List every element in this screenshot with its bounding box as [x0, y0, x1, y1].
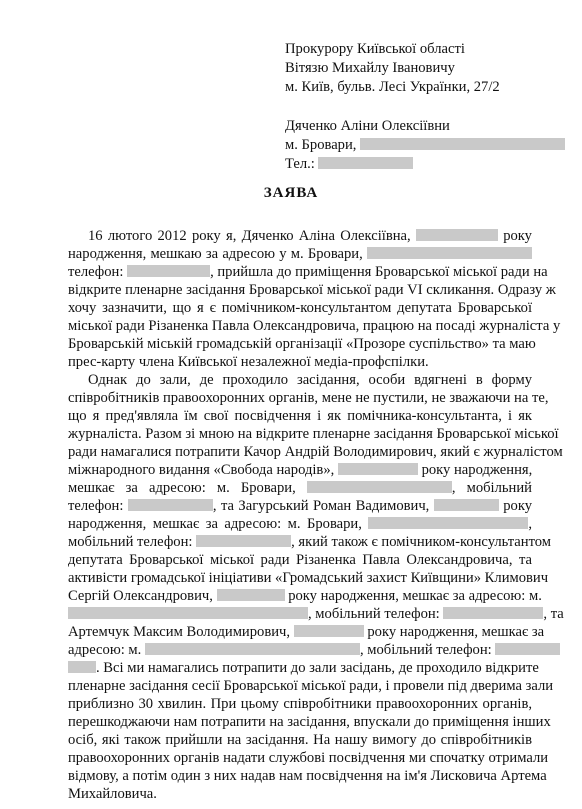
body-text: 16 лютого 2012 року я, Дяченко Аліна Олексіївна,	[88, 228, 411, 244]
body-text: телефон:	[68, 498, 124, 514]
body-line: відкрите пленарне засідання Броварської міської ради VI скликання. Одразу ж	[68, 282, 556, 298]
redaction	[367, 247, 532, 259]
body-line: Броварській міській громадській організації «Прозоре суспільство» та маю	[68, 336, 536, 352]
body-text: . Всі ми намагались потрапити до зали засідань, де проходило відкрите	[96, 660, 539, 676]
redaction	[318, 157, 413, 169]
body-line	[68, 480, 532, 497]
body-line	[68, 264, 548, 281]
body-line: Однак до зали, де проходило засідання, особи вдягнені в форму	[88, 372, 532, 388]
redaction	[368, 517, 528, 529]
body-text: Артемчук Максим Володимирович,	[68, 624, 291, 640]
body-line	[88, 228, 532, 245]
redaction	[434, 499, 499, 511]
body-text: , та	[543, 606, 564, 622]
redaction	[443, 607, 543, 619]
body-line: ради намагалися потрапити Качор Андрій Володимирович, який є журналістом	[68, 444, 563, 460]
body-text: , мобільний	[451, 480, 532, 496]
recipient-line-1: Прокурору Київської області	[285, 41, 465, 57]
redaction	[145, 643, 360, 655]
redaction	[360, 138, 565, 150]
redaction	[217, 589, 285, 601]
body-line: осіб, які також прийшли на засідання. На нашу вимогу до співробітників	[68, 732, 532, 748]
redaction	[196, 535, 291, 547]
body-line	[68, 246, 532, 263]
redaction	[127, 265, 210, 277]
body-line: Михайловича.	[68, 786, 157, 802]
body-text: року	[503, 228, 532, 244]
body-text: ,	[528, 516, 533, 532]
redaction	[68, 607, 308, 619]
body-text: народження, мешкаю за адресою у м. Бровари,	[68, 246, 363, 262]
body-line: активісти громадської ініціативи «Громадський захист Київщини» Климович	[68, 570, 549, 586]
sender-city-line	[285, 137, 565, 154]
body-line: депутата Броварської міської ради Різаненка Павла Олександровича, та	[68, 552, 532, 568]
redaction	[68, 661, 96, 673]
body-line: що я пред'являла їм свої посвідчення і як помічника-консультанта, і як	[68, 408, 532, 424]
body-line	[68, 534, 552, 551]
body-line: пленарне засідання сесії Броварської міської ради, і провели під дверима зали	[68, 678, 554, 694]
body-line: відмову, а потім один з них надав нам посвідчення на ім'я Лисковича Артема	[68, 768, 547, 784]
body-text: року народження, мешкає за адресою: м.	[288, 588, 542, 604]
body-text: року народження,	[421, 462, 533, 478]
body-line: співробітників правоохоронних органів, мене не пустили, не зважаючи на те,	[68, 390, 549, 406]
body-text: міжнародного видання «Свобода народів»,	[68, 462, 335, 478]
body-line: хочу зазначити, що я є помічником-консультантом депутата Броварської	[68, 300, 532, 316]
body-line	[68, 606, 564, 623]
body-text: року народження, мешкає за	[367, 624, 545, 640]
body-line	[68, 498, 532, 515]
body-line: перешкоджаючи нам потрапити на засідання, впускали до приміщення інших	[68, 714, 551, 730]
body-line: приблизно 30 хвилин. При цьому співробітники правоохоронних органів,	[68, 696, 532, 712]
body-line	[68, 516, 532, 533]
redaction	[128, 499, 213, 511]
body-text: народження, мешкає за адресою: м. Бровари,	[68, 516, 362, 532]
body-line: правоохоронних органів надати службові посвідчення ми спочатку отримали	[68, 750, 549, 766]
recipient-line-2: Вітязю Михайлу Івановичу	[285, 60, 455, 76]
body-line: прес-карту члена Київської незалежної медіа-профспілки.	[68, 354, 429, 370]
recipient-line-3: м. Київ, бульв. Лесі Українки, 27/2	[285, 79, 500, 95]
body-text: , який також є помічником-консультантом	[291, 534, 552, 550]
sender-tel: Тел.:	[285, 156, 315, 172]
body-line	[68, 462, 532, 479]
body-line	[68, 624, 545, 641]
sender-city: м. Бровари,	[285, 137, 357, 153]
redaction	[338, 463, 418, 475]
body-text: , мобільний телефон:	[308, 606, 440, 622]
document-title: ЗАЯВА	[263, 185, 319, 201]
redaction	[294, 625, 364, 637]
body-line	[68, 588, 542, 605]
sender-name: Дяченко Аліни Олексіївни	[285, 118, 450, 134]
body-line	[68, 660, 539, 677]
redaction	[495, 643, 560, 655]
body-line: міської ради Різаненка Павла Олександровича, працюю на посаді журналіста у	[68, 318, 561, 334]
body-text: , та Загурський Роман Вадимович,	[212, 498, 430, 514]
body-text: Сергій Олександрович,	[68, 588, 213, 604]
redaction	[307, 481, 452, 493]
redaction	[416, 229, 498, 241]
body-text: адресою: м.	[68, 642, 142, 658]
body-text: мешкає за адресою: м. Бровари,	[68, 480, 296, 496]
body-text: телефон:	[68, 264, 124, 280]
body-text: , прийшла до приміщення Броварської міської ради на	[210, 264, 548, 280]
body-line: журналіста. Разом зі мною на відкрите пленарне засідання Броварської міської	[68, 426, 559, 442]
body-text: року	[503, 498, 532, 514]
body-text: , мобільний телефон:	[359, 642, 492, 658]
sender-tel-line	[285, 156, 413, 173]
body-line	[68, 642, 532, 659]
body-text: мобільний телефон:	[68, 534, 193, 550]
